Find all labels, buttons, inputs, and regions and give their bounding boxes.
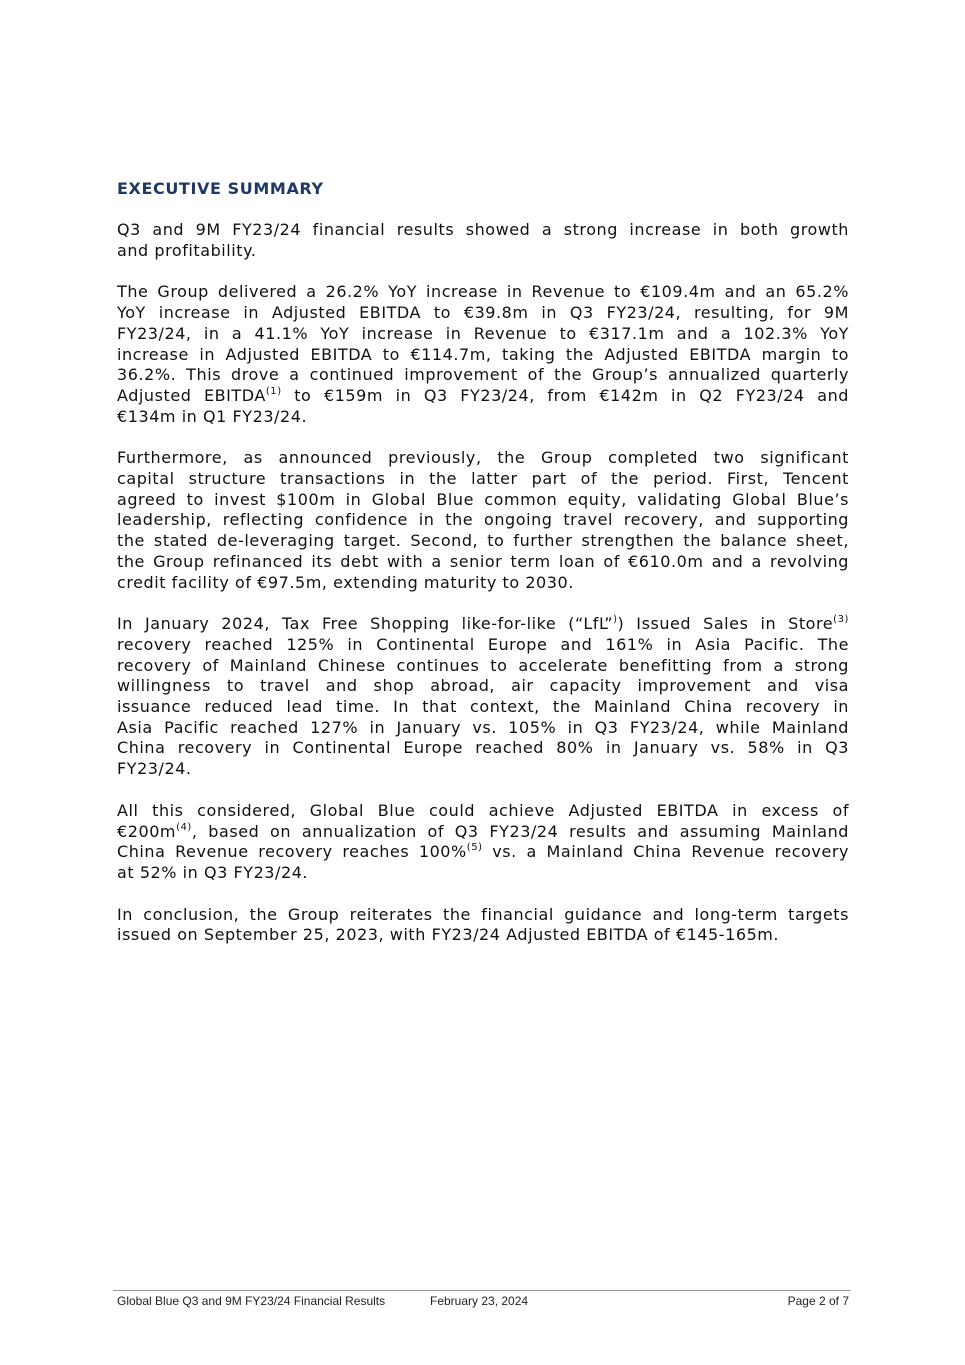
text-fragment: In January 2024, Tax Free Shopping like-for-like (“LfL” bbox=[117, 614, 614, 634]
text-line: The Group delivered a 26.2% YoY increase in Revenue to €109.4m and an 65.2% bbox=[117, 282, 849, 302]
text-line bbox=[117, 822, 849, 843]
text-line bbox=[117, 386, 849, 407]
footnote-ref: ) bbox=[613, 614, 618, 626]
text-line: FY23/24. bbox=[117, 759, 192, 779]
text-line: at 52% in Q3 FY23/24. bbox=[117, 862, 309, 882]
paragraph-group-performance bbox=[117, 282, 849, 427]
footer-document-title: Global Blue Q3 and 9M FY23/24 Financial Results bbox=[117, 1294, 386, 1308]
text-line: All this considered, Global Blue could achieve Adjusted EBITDA in excess of bbox=[117, 800, 849, 820]
footnote-ref: (5) bbox=[466, 842, 483, 854]
text-line: recovery reached 125% in Continental Europe and 161% in Asia Pacific. The bbox=[117, 634, 849, 654]
text-line: agreed to invest $100m in Global Blue common equity, validating Global Blue’s bbox=[117, 489, 849, 509]
paragraph-conclusion bbox=[117, 905, 849, 946]
text-line: capital structure transactions in the latter part of the period. First, Tencent bbox=[117, 469, 849, 489]
text-fragment: China Revenue recovery reaches 100% bbox=[117, 842, 467, 862]
text-line: In conclusion, the Group reiterates the financial guidance and long-term targets bbox=[117, 904, 849, 924]
text-line: China recovery in Continental Europe reached 80% in January vs. 58% in Q3 bbox=[117, 738, 849, 758]
text-line: the Group refinanced its debt with a senior term loan of €610.0m and a revolving bbox=[117, 551, 849, 571]
footer-divider bbox=[113, 1290, 851, 1291]
text-line: the stated de-leveraging target. Second, to further strengthen the balance sheet, bbox=[117, 531, 849, 551]
text-fragment: Adjusted EBITDA bbox=[117, 385, 266, 405]
document-body bbox=[117, 178, 849, 967]
text-line: increase in Adjusted EBITDA to €114.7m, taking the Adjusted EBITDA margin to bbox=[117, 344, 849, 364]
footnote-ref: (4) bbox=[176, 821, 192, 833]
text-line: Asia Pacific reached 127% in January vs. 105% in Q3 FY23/24, while Mainland bbox=[117, 717, 849, 737]
text-fragment: to €159m in Q3 FY23/24, from €142m in Q2 FY23/24 and bbox=[281, 385, 849, 405]
text-line: leadership, reflecting confidence in the ongoing travel recovery, and supporting bbox=[117, 510, 849, 530]
text-line: and profitability. bbox=[117, 240, 257, 260]
text-fragment: €200m bbox=[117, 821, 177, 841]
text-line: YoY increase in Adjusted EBITDA to €39.8m in Q3 FY23/24, resulting, for 9M bbox=[117, 303, 849, 323]
text-line: Q3 and 9M FY23/24 financial results showed a strong increase in both growth bbox=[117, 220, 849, 239]
text-fragment: ) Issued Sales in Store bbox=[617, 614, 834, 634]
footnote-ref: (3) bbox=[833, 614, 849, 626]
section-heading: EXECUTIVE SUMMARY bbox=[117, 179, 324, 198]
text-line: issued on September 25, 2023, with FY23/24 Adjusted EBITDA of €145-165m. bbox=[117, 925, 780, 945]
text-fragment: , based on annualization of Q3 FY23/24 results and assuming Mainland bbox=[191, 821, 849, 841]
paragraph-capital-structure bbox=[117, 448, 849, 593]
text-line bbox=[117, 614, 849, 635]
paragraph-tax-free-recovery bbox=[117, 614, 849, 780]
text-line: €134m in Q1 FY23/24. bbox=[117, 406, 308, 426]
text-line: issuance reduced lead time. In that context, the Mainland China recovery in bbox=[117, 697, 849, 717]
text-line: willingness to travel and shop abroad, air capacity improvement and visa bbox=[117, 676, 849, 696]
text-line: 36.2%. This drove a continued improvement of the Group’s annualized quarterly bbox=[117, 365, 849, 385]
text-line bbox=[117, 842, 849, 863]
footnote-ref: (1) bbox=[265, 385, 282, 397]
paragraph-results-overview bbox=[117, 220, 849, 261]
text-line: FY23/24, in a 41.1% YoY increase in Revenue to €317.1m and a 102.3% YoY bbox=[117, 323, 849, 343]
text-line: recovery of Mainland Chinese continues to accelerate benefitting from a strong bbox=[117, 655, 849, 675]
footer-page-number: Page 2 of 7 bbox=[787, 1294, 849, 1308]
text-line: Furthermore, as announced previously, the Group completed two significant bbox=[117, 448, 849, 468]
paragraph-ebitda-outlook bbox=[117, 801, 849, 884]
footer-date: February 23, 2024 bbox=[430, 1294, 529, 1308]
text-fragment: vs. a Mainland China Revenue recovery bbox=[482, 842, 849, 862]
text-line: credit facility of €97.5m, extending maturity to 2030. bbox=[117, 572, 574, 592]
